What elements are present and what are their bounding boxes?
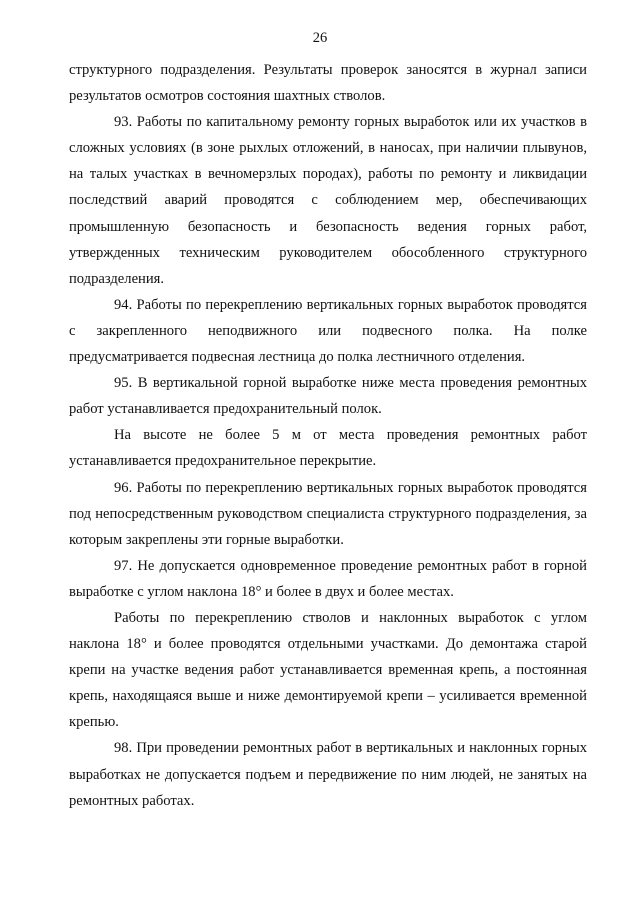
paragraph-continuation: структурного подразделения. Результаты проверок заносятся в журнал записи результатов осмотров состояния шахтных стволов. xyxy=(69,62,587,105)
paragraph-98: 98. При проведении ремонтных работ в вертикальных и наклонных горных выработках не допускается подъем и передвижение по ним людей, не занятых на ремонтных работах. xyxy=(69,740,587,809)
paragraph-96: 96. Работы по перекреплению вертикальных горных выработок проводятся под непосредственным руководством специалиста структурного подразделения, за которым закреплены эти горные выработки. xyxy=(69,479,587,548)
paragraph-94: 94. Работы по перекреплению вертикальных горных выработок проводятся с закрепленного неподвижного или подвесного полка. На полке предусматривается подвесная лестница до полка лестничного отделения. xyxy=(69,296,587,366)
paragraph-93: 93. Работы по капитальному ремонту горных выработок или их участков в сложных условиях (в зоне рыхлых отложений, в наносах, при наличии плывунов, на талых участках в вечномерзлых породах), работы по ремонту и ликвидации последствий аварий проводятся с соблюдением мер, обеспечивающих промышленную безопасность и безопасность ведения горных работ, утвержденных техническим руководителем обособленного структурного подразделения. xyxy=(69,114,587,287)
page-number: 26 xyxy=(312,30,328,46)
paragraph-97: 97. Не допускается одновременное проведение ремонтных работ в горной выработке с углом наклона 18° и более в двух и более местах. xyxy=(69,557,587,600)
paragraph-95-height: На высоте не более 5 м от места проведения ремонтных работ устанавливается предохранительное перекрытие. xyxy=(69,427,587,470)
paragraph-97-incline: Работы по перекреплению стволов и наклонных выработок с углом наклона 18° и более проводятся отдельными участками. До демонтажа старой крепи на участке ведения работ устанавливается временная крепь, а постоянная крепь, находящаяся выше и ниже демонтируемой крепи – усиливается временной крепью. xyxy=(69,609,587,731)
document-body xyxy=(69,57,587,814)
paragraph-95: 95. В вертикальной горной выработке ниже места проведения ремонтных работ устанавливается предохранительный полок. xyxy=(69,375,587,418)
